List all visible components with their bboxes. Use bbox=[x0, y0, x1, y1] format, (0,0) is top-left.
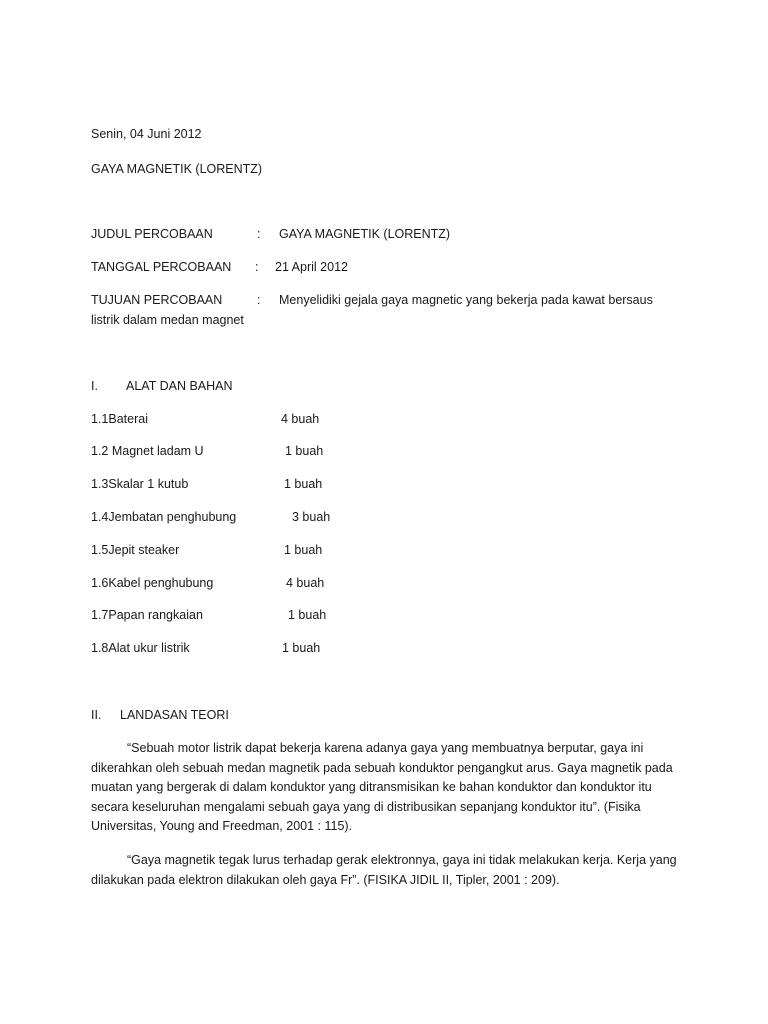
item-name: 1.7Papan rangkaian bbox=[91, 608, 203, 622]
tanggal-label: TANGGAL PERCOBAAN bbox=[91, 260, 232, 274]
section1-title: ALAT DAN BAHAN bbox=[126, 379, 233, 393]
theory-paragraph-1-text: “Sebuah motor listrik dapat bekerja karena adanya gaya yang membuatnya berputar, gaya ini dikerahkan oleh sebuah medan magnetik pada sebuah konduktor pengangkut arus. Gaya magnetik pada muatan yang bergerak di dalam konduktor yang ditransmisikan ke bahan konduktor dan konduktor itu secara keseluruhan mengalami sebuah gaya yang di distribusikan sepanjang konduktor itu”. (Fisika Universitas, Young and Freedman, 2001 : 115). bbox=[91, 741, 673, 833]
item-qty: 1 buah bbox=[285, 444, 324, 458]
tujuan-colon: : bbox=[257, 293, 261, 307]
judul-colon: : bbox=[257, 227, 261, 241]
item-name: 1.2 Magnet ladam U bbox=[91, 444, 204, 458]
item-qty: 4 buah bbox=[286, 576, 325, 590]
document-title: GAYA MAGNETIK (LORENTZ) bbox=[91, 162, 263, 176]
tanggal-colon: : bbox=[255, 260, 259, 274]
tanggal-value: 21 April 2012 bbox=[275, 260, 348, 274]
section2-title: LANDASAN TEORI bbox=[120, 708, 229, 722]
item-qty: 1 buah bbox=[284, 477, 323, 491]
document-date: Senin, 04 Juni 2012 bbox=[91, 127, 202, 141]
item-name: 1.4Jembatan penghubung bbox=[91, 510, 237, 524]
item-qty: 1 buah bbox=[282, 641, 321, 655]
tujuan-continuation: listrik dalam medan magnet bbox=[91, 313, 244, 327]
item-qty: 3 buah bbox=[292, 510, 331, 524]
item-name: 1.6Kabel penghubung bbox=[91, 576, 214, 590]
item-name: 1.1Baterai bbox=[91, 412, 148, 426]
item-qty: 1 buah bbox=[288, 608, 327, 622]
item-name: 1.5Jepit steaker bbox=[91, 543, 180, 557]
item-name: 1.8Alat ukur listrik bbox=[91, 641, 190, 655]
theory-paragraph-1 bbox=[91, 739, 681, 837]
section2-number: II. bbox=[91, 708, 102, 722]
item-qty: 4 buah bbox=[281, 412, 320, 426]
item-name: 1.3Skalar 1 kutub bbox=[91, 477, 189, 491]
item-qty: 1 buah bbox=[284, 543, 323, 557]
tujuan-label: TUJUAN PERCOBAAN bbox=[91, 293, 223, 307]
theory-paragraph-2-text: “Gaya magnetik tegak lurus terhadap gerak elektronnya, gaya ini tidak melakukan kerja. Kerja yang dilakukan pada elektron dilakukan oleh gaya Fr”. (FISIKA JIDIL II, Tipler, 2001 : 209). bbox=[91, 853, 677, 887]
judul-value: GAYA MAGNETIK (LORENTZ) bbox=[279, 227, 451, 241]
judul-label: JUDUL PERCOBAAN bbox=[91, 227, 213, 241]
tujuan-value: Menyelidiki gejala gaya magnetic yang bekerja pada kawat bersaus bbox=[279, 293, 653, 307]
theory-paragraph-2 bbox=[91, 851, 681, 890]
section1-number: I. bbox=[91, 379, 98, 393]
